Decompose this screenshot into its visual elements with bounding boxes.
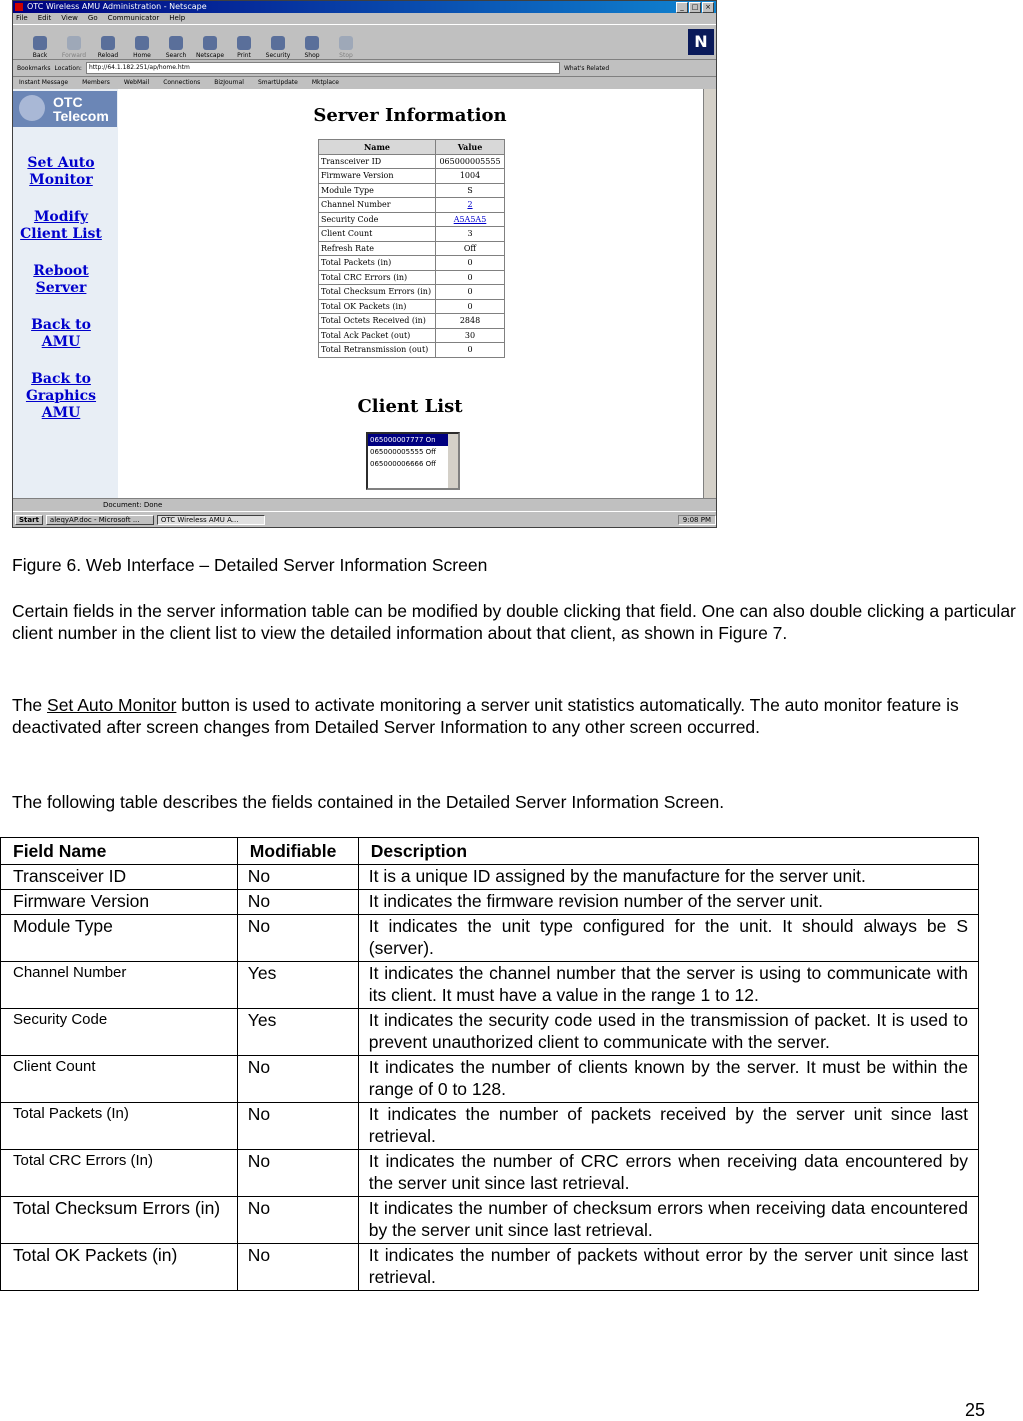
server-field-value[interactable]: 0: [436, 343, 505, 358]
server-field-value[interactable]: 2848: [436, 314, 505, 329]
paragraph-modify: Certain fields in the server information table can be modified by double clicking that field. One can also double clicking a particular client number in the client list to view the detailed information about that client, as shown in Figure 7.: [12, 601, 1016, 643]
table-row: [1, 1056, 979, 1103]
description-cell: It indicates the number of CRC errors when receiving data encountered by the server unit since last retrieval.: [358, 1150, 978, 1197]
col-value: Value: [436, 140, 505, 155]
field-name-cell: Firmware Version: [1, 890, 238, 915]
server-info-row[interactable]: [319, 154, 505, 169]
server-info-row[interactable]: [319, 198, 505, 213]
link-smartupdate[interactable]: SmartUpdate: [257, 79, 298, 86]
server-field-name: Total CRC Errors (in): [319, 270, 436, 285]
task-word-doc[interactable]: aleqyAP.doc - Microsoft ...: [46, 515, 154, 525]
location-bar: [13, 60, 716, 77]
menu-file[interactable]: File: [16, 14, 28, 22]
stop-button[interactable]: Stop: [333, 36, 359, 59]
netscape-logo-icon: N: [688, 29, 714, 55]
window-title: OTC Wireless AMU Administration - Netscape: [27, 2, 207, 11]
stop-icon: [339, 36, 353, 50]
link-instant-message[interactable]: Instant Message: [19, 79, 69, 86]
server-info-table: [318, 139, 505, 358]
field-name-cell: Security Code: [1, 1009, 238, 1056]
netscape-icon: [15, 3, 23, 11]
server-info-row[interactable]: [319, 328, 505, 343]
table-row: [1, 1009, 979, 1056]
table-row: [1, 890, 979, 915]
table-row: [1, 915, 979, 962]
client-item[interactable]: 065000007777 On: [368, 434, 458, 446]
server-field-name: Client Count: [319, 227, 436, 242]
menu-view[interactable]: View: [61, 14, 78, 22]
figure-screenshot: [12, 0, 717, 528]
reload-button[interactable]: Reload: [95, 36, 121, 59]
modifiable-cell: No: [237, 865, 358, 890]
status-bar: Document: Done: [13, 498, 716, 510]
search-button[interactable]: Search: [163, 36, 189, 59]
server-info-row[interactable]: [319, 169, 505, 184]
menu-go[interactable]: Go: [87, 14, 98, 22]
forward-button[interactable]: Forward: [61, 36, 87, 59]
browser-title-bar: [13, 1, 716, 13]
server-field-value[interactable]: 0: [436, 285, 505, 300]
netscape-button[interactable]: Netscape: [197, 36, 223, 59]
task-netscape[interactable]: OTC Wireless AMU A...: [157, 515, 265, 525]
server-field-name: Total Ack Packet (out): [319, 328, 436, 343]
modifiable-cell: No: [237, 1244, 358, 1291]
link-mktplace[interactable]: Mktplace: [311, 79, 339, 86]
col-description: Description: [358, 838, 978, 865]
server-info-panel: [118, 89, 702, 498]
field-name-cell: Total CRC Errors (In): [1, 1150, 238, 1197]
server-field-name: Channel Number: [319, 198, 436, 213]
server-info-row[interactable]: [319, 212, 505, 227]
menu-help[interactable]: Help: [169, 14, 186, 22]
server-field-value[interactable]: 0: [436, 299, 505, 314]
server-field-value[interactable]: 3: [436, 227, 505, 242]
server-field-value[interactable]: 1004: [436, 169, 505, 184]
link-bizjournal[interactable]: BizJournal: [214, 79, 244, 86]
netscape-guide-icon: [203, 36, 217, 50]
field-name-cell: Client Count: [1, 1056, 238, 1103]
field-name-cell: Module Type: [1, 915, 238, 962]
description-cell: It indicates the firmware revision number of the server unit.: [358, 890, 978, 915]
bookmarks-button[interactable]: Bookmarks: [17, 64, 51, 72]
server-info-row[interactable]: [319, 343, 505, 358]
description-cell: It indicates the security code used in the transmission of packet. It is used to prevent unauthorized client to communicate with the server.: [358, 1009, 978, 1056]
server-field-value[interactable]: A5A5A5: [436, 212, 505, 227]
table-row: [1, 1103, 979, 1150]
figure-caption: Figure 6. Web Interface – Detailed Server Information Screen: [12, 555, 488, 575]
description-cell: It indicates the number of checksum errors when receiving data encountered by the server unit since last retrieval.: [358, 1197, 978, 1244]
server-info-row[interactable]: [319, 285, 505, 300]
browser-content: [13, 89, 716, 498]
server-field-value[interactable]: 0: [436, 256, 505, 271]
paragraph-auto-monitor: The Set Auto Monitor button is used to activate monitoring a server unit statistics automatically. The auto monitor feature is deactivated after screen changes from Detailed Server Information to any other screen occurred.: [12, 695, 959, 737]
table-row: [1, 1150, 979, 1197]
description-cell: It indicates the number of packets received by the server unit since last retrieval.: [358, 1103, 978, 1150]
server-field-name: Total OK Packets (in): [319, 299, 436, 314]
modifiable-cell: No: [237, 915, 358, 962]
maximize-icon[interactable]: □: [689, 2, 701, 13]
home-icon: [135, 36, 149, 50]
field-name-cell: Channel Number: [1, 962, 238, 1009]
back-button[interactable]: Back: [27, 36, 53, 59]
table-row: [1, 962, 979, 1009]
server-field-name: Total Checksum Errors (in): [319, 285, 436, 300]
nav-modify-client-list[interactable]: Modify Client List: [20, 209, 102, 242]
server-info-row[interactable]: [319, 314, 505, 329]
modifiable-cell: No: [237, 1103, 358, 1150]
server-info-row[interactable]: [319, 299, 505, 314]
link-members[interactable]: Members: [82, 79, 110, 86]
minimize-icon[interactable]: _: [676, 2, 688, 13]
paragraph-table-intro: The following table describes the fields contained in the Detailed Server Information Screen.: [12, 792, 725, 812]
page-number: 25: [964, 1400, 985, 1420]
search-icon: [169, 36, 183, 50]
server-info-row[interactable]: [319, 256, 505, 271]
nav-toolbar: [13, 24, 716, 60]
lock-icon: [271, 36, 285, 50]
table-row: [1, 1244, 979, 1291]
modifiable-cell: Yes: [237, 962, 358, 1009]
server-field-name: Module Type: [319, 183, 436, 198]
url-input[interactable]: http://64.1.182.251/ap/home.htm: [86, 62, 560, 74]
field-name-cell: Transceiver ID: [1, 865, 238, 890]
col-modifiable: Modifiable: [237, 838, 358, 865]
shop-icon: [305, 36, 319, 50]
client-list-heading: Client List: [357, 396, 463, 417]
forward-icon: [67, 36, 81, 50]
col-field-name: Field Name: [1, 838, 238, 865]
link-connections[interactable]: Connections: [163, 79, 201, 86]
server-field-value[interactable]: 0: [436, 270, 505, 285]
print-button[interactable]: Print: [231, 36, 257, 59]
page-scrollbar[interactable]: [703, 89, 716, 498]
print-icon: [237, 36, 251, 50]
client-listbox[interactable]: [366, 432, 460, 490]
server-field-name: Total Packets (in): [319, 256, 436, 271]
server-field-value[interactable]: S: [436, 183, 505, 198]
start-button[interactable]: Start: [15, 515, 43, 525]
server-field-name: Transceiver ID: [319, 154, 436, 169]
server-info-row[interactable]: [319, 270, 505, 285]
description-cell: It is a unique ID assigned by the manufacture for the server unit.: [358, 865, 978, 890]
menu-communicator[interactable]: Communicator: [107, 14, 160, 22]
server-info-row[interactable]: [319, 227, 505, 242]
client-item[interactable]: 065000005555 Off: [370, 448, 437, 456]
nav-reboot-server[interactable]: Reboot Server: [33, 263, 89, 296]
server-field-name: Total Retransmission (out): [319, 343, 436, 358]
server-info-row[interactable]: [319, 241, 505, 256]
modifiable-cell: No: [237, 1150, 358, 1197]
server-field-value[interactable]: Off: [436, 241, 505, 256]
security-button[interactable]: Security: [265, 36, 291, 59]
server-field-value[interactable]: 065000005555: [436, 154, 505, 169]
nav-back-to-graphics-amu[interactable]: Back to Graphics AMU: [25, 371, 97, 421]
menu-edit[interactable]: Edit: [37, 14, 52, 22]
whats-related-button[interactable]: What's Related: [563, 64, 610, 72]
server-info-row[interactable]: [319, 183, 505, 198]
server-field-name: Firmware Version: [319, 169, 436, 184]
modifiable-cell: No: [237, 1197, 358, 1244]
menu-bar: [13, 13, 716, 24]
field-name-cell: Total Checksum Errors (in): [1, 1197, 238, 1244]
nav-back-to-amu[interactable]: Back to AMU: [31, 317, 91, 350]
sidebar: [13, 89, 118, 498]
field-name-cell: Total Packets (In): [1, 1103, 238, 1150]
reload-icon: [101, 36, 115, 50]
shop-button[interactable]: Shop: [299, 36, 325, 59]
description-cell: It indicates the number of packets without error by the server unit since last retrieval.: [358, 1244, 978, 1291]
windows-taskbar: [13, 511, 716, 528]
field-description-table: [0, 837, 979, 1291]
brand-logo: OTC Telecom: [13, 91, 117, 127]
listbox-scrollbar[interactable]: [448, 434, 458, 488]
set-auto-monitor-link: Set Auto Monitor: [47, 695, 177, 715]
server-field-name: Refresh Rate: [319, 241, 436, 256]
modifiable-cell: No: [237, 890, 358, 915]
description-cell: It indicates the channel number that the server is using to communicate with its client. It must have a value in the range 1 to 12.: [358, 962, 978, 1009]
close-icon[interactable]: ×: [702, 2, 714, 13]
link-webmail[interactable]: WebMail: [123, 79, 150, 86]
modifiable-cell: No: [237, 1056, 358, 1103]
col-name: Name: [319, 140, 436, 155]
location-label: Location:: [54, 64, 82, 72]
server-field-name: Total Octets Received (in): [319, 314, 436, 329]
otc-globe-icon: [19, 95, 45, 121]
client-item[interactable]: 065000006666 Off: [370, 460, 437, 468]
server-info-heading: Server Information: [313, 105, 507, 126]
back-icon: [33, 36, 47, 50]
server-field-value[interactable]: 30: [436, 328, 505, 343]
table-row: [1, 865, 979, 890]
nav-set-auto-monitor[interactable]: Set Auto Monitor: [27, 155, 95, 188]
description-cell: It indicates the number of clients known by the server. It must be within the range of 0 to 128.: [358, 1056, 978, 1103]
modifiable-cell: Yes: [237, 1009, 358, 1056]
server-field-name: Security Code: [319, 212, 436, 227]
description-cell: It indicates the unit type configured for the unit. It should always be S (server).: [358, 915, 978, 962]
clock: 9:08 PM: [678, 515, 716, 525]
server-field-value[interactable]: 2: [436, 198, 505, 213]
table-row: [1, 1197, 979, 1244]
field-name-cell: Total OK Packets (in): [1, 1244, 238, 1291]
home-button[interactable]: Home: [129, 36, 155, 59]
